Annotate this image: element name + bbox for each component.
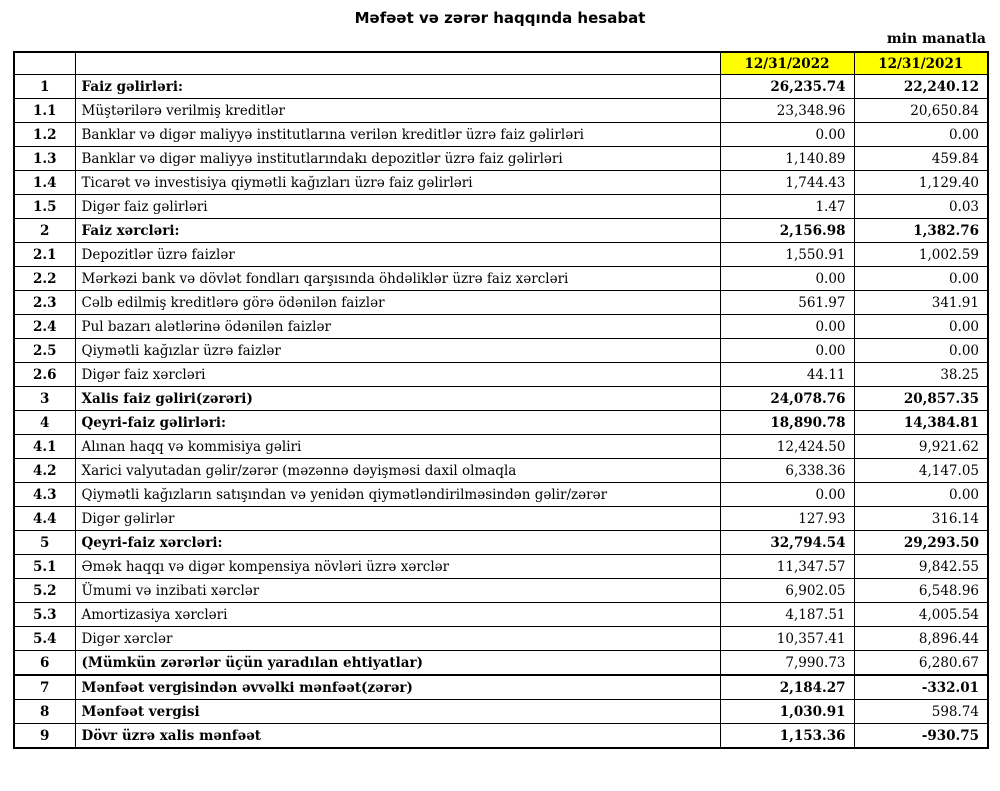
value-2021: 9,842.55 [854, 555, 988, 579]
value-2021: 316.14 [854, 507, 988, 531]
row-label: Faiz xərcləri: [75, 219, 720, 243]
row-number: 4 [14, 411, 75, 435]
value-2021: 0.03 [854, 195, 988, 219]
table-row [14, 483, 988, 507]
value-2021: 38.25 [854, 363, 988, 387]
table-row [14, 219, 988, 243]
row-label: Amortizasiya xərcləri [75, 603, 720, 627]
value-2021: -930.75 [854, 724, 988, 749]
value-2022: 2,156.98 [720, 219, 854, 243]
row-label: Alınan haqq və kommisiya gəliri [75, 435, 720, 459]
row-number: 4.3 [14, 483, 75, 507]
value-2022: 1,030.91 [720, 700, 854, 724]
row-number: 1 [14, 75, 75, 99]
row-label: Digər faiz gəlirləri [75, 195, 720, 219]
value-2022: 4,187.51 [720, 603, 854, 627]
row-number: 1.3 [14, 147, 75, 171]
row-number: 1.5 [14, 195, 75, 219]
table-body [14, 75, 988, 749]
table-row [14, 363, 988, 387]
value-2021: 0.00 [854, 315, 988, 339]
value-2021: 459.84 [854, 147, 988, 171]
value-2021: 598.74 [854, 700, 988, 724]
column-header-2022: 12/31/2022 [720, 52, 854, 75]
table-row [14, 435, 988, 459]
value-2022: 6,338.36 [720, 459, 854, 483]
pnl-table [13, 51, 989, 749]
page-title: Məfəət və zərər haqqında hesabat [354, 9, 646, 27]
row-number: 9 [14, 724, 75, 749]
value-2022: 0.00 [720, 339, 854, 363]
table-row [14, 555, 988, 579]
value-2022: 26,235.74 [720, 75, 854, 99]
value-2021: 22,240.12 [854, 75, 988, 99]
value-2021: 0.00 [854, 483, 988, 507]
row-label: Xarici valyutadan gəlir/zərər (məzənnə dəyişməsi daxil olmaqla [75, 459, 720, 483]
value-2021: 4,147.05 [854, 459, 988, 483]
table-row [14, 603, 988, 627]
value-2022: 0.00 [720, 315, 854, 339]
row-label: Qeyri-faiz xərcləri: [75, 531, 720, 555]
row-number: 5 [14, 531, 75, 555]
row-label: Qiymətli kağızların satışından və yenidən qiymətləndirilməsindən gəlir/zərər [75, 483, 720, 507]
table-row [14, 291, 988, 315]
value-2022: 10,357.41 [720, 627, 854, 651]
value-2022: 1,550.91 [720, 243, 854, 267]
value-2022: 44.11 [720, 363, 854, 387]
value-2022: 0.00 [720, 483, 854, 507]
row-number: 1.2 [14, 123, 75, 147]
value-2022: 32,794.54 [720, 531, 854, 555]
value-2022: 0.00 [720, 123, 854, 147]
value-2021: -332.01 [854, 675, 988, 700]
value-2021: 9,921.62 [854, 435, 988, 459]
row-number: 7 [14, 675, 75, 700]
row-label: Digər gəlirlər [75, 507, 720, 531]
row-number: 2 [14, 219, 75, 243]
row-number: 5.4 [14, 627, 75, 651]
value-2022: 1,744.43 [720, 171, 854, 195]
table-row [14, 123, 988, 147]
row-label: Faiz gəlirləri: [75, 75, 720, 99]
row-number: 2.4 [14, 315, 75, 339]
table-row [14, 700, 988, 724]
value-2022: 24,078.76 [720, 387, 854, 411]
row-label: Banklar və digər maliyyə institutlarına verilən kreditlər üzrə faiz gəlirləri [75, 123, 720, 147]
value-2021: 1,382.76 [854, 219, 988, 243]
row-label: Mərkəzi bank və dövlət fondları qarşısında öhdəliklər üzrə faiz xərcləri [75, 267, 720, 291]
table-row [14, 195, 988, 219]
value-2022: 561.97 [720, 291, 854, 315]
value-2021: 6,280.67 [854, 651, 988, 676]
row-number: 4.2 [14, 459, 75, 483]
row-label: Xalis faiz gəliri(zərəri) [75, 387, 720, 411]
row-label: Əmək haqqı və digər kompensiya növləri üzrə xərclər [75, 555, 720, 579]
row-number: 8 [14, 700, 75, 724]
row-number: 5.1 [14, 555, 75, 579]
table-row [14, 267, 988, 291]
value-2021: 4,005.54 [854, 603, 988, 627]
value-2021: 8,896.44 [854, 627, 988, 651]
table-row [14, 675, 988, 700]
unit-label: min manatla [886, 31, 986, 47]
table-row [14, 724, 988, 749]
row-label: Pul bazarı alətlərinə ödənilən faizlər [75, 315, 720, 339]
value-2021: 20,857.35 [854, 387, 988, 411]
value-2022: 7,990.73 [720, 651, 854, 676]
value-2022: 1,140.89 [720, 147, 854, 171]
table-row [14, 339, 988, 363]
value-2022: 127.93 [720, 507, 854, 531]
row-label: Ticarət və investisiya qiymətli kağızları üzrə faiz gəlirləri [75, 171, 720, 195]
row-label: Digər xərclər [75, 627, 720, 651]
table-row [14, 75, 988, 99]
value-2022: 2,184.27 [720, 675, 854, 700]
row-number: 4.4 [14, 507, 75, 531]
value-2022: 23,348.96 [720, 99, 854, 123]
row-number: 2.6 [14, 363, 75, 387]
table-row [14, 243, 988, 267]
value-2021: 1,129.40 [854, 171, 988, 195]
row-number: 2.3 [14, 291, 75, 315]
row-number: 2.1 [14, 243, 75, 267]
value-2022: 1.47 [720, 195, 854, 219]
value-2021: 14,384.81 [854, 411, 988, 435]
table-row [14, 99, 988, 123]
value-2022: 6,902.05 [720, 579, 854, 603]
header-row [14, 52, 988, 75]
row-label: Depozitlər üzrə faizlər [75, 243, 720, 267]
row-label: Qeyri-faiz gəlirləri: [75, 411, 720, 435]
table-row [14, 531, 988, 555]
header-empty-label [75, 52, 720, 75]
row-number: 2.2 [14, 267, 75, 291]
table-row [14, 459, 988, 483]
value-2021: 0.00 [854, 267, 988, 291]
row-label: Qiymətli kağızlar üzrə faizlər [75, 339, 720, 363]
row-label: Dövr üzrə xalis mənfəət [75, 724, 720, 749]
value-2021: 0.00 [854, 339, 988, 363]
table-row [14, 315, 988, 339]
row-label: (Mümkün zərərlər üçün yaradılan ehtiyatlar) [75, 651, 720, 676]
table-row [14, 507, 988, 531]
row-number: 1.4 [14, 171, 75, 195]
value-2022: 18,890.78 [720, 411, 854, 435]
row-number: 3 [14, 387, 75, 411]
value-2021: 29,293.50 [854, 531, 988, 555]
row-label: Banklar və digər maliyyə institutlarındakı depozitlər üzrə faiz gəlirləri [75, 147, 720, 171]
header-empty-num [14, 52, 75, 75]
value-2021: 20,650.84 [854, 99, 988, 123]
value-2021: 341.91 [854, 291, 988, 315]
row-number: 2.5 [14, 339, 75, 363]
value-2021: 0.00 [854, 123, 988, 147]
table-row [14, 579, 988, 603]
row-label: Cəlb edilmiş kreditlərə görə ödənilən faizlər [75, 291, 720, 315]
row-label: Digər faiz xərcləri [75, 363, 720, 387]
value-2022: 1,153.36 [720, 724, 854, 749]
value-2022: 12,424.50 [720, 435, 854, 459]
row-number: 4.1 [14, 435, 75, 459]
row-label: Müştərilərə verilmiş kreditlər [75, 99, 720, 123]
row-label: Ümumi və inzibati xərclər [75, 579, 720, 603]
table-row [14, 627, 988, 651]
value-2022: 11,347.57 [720, 555, 854, 579]
row-number: 1.1 [14, 99, 75, 123]
table-row [14, 171, 988, 195]
table-row [14, 147, 988, 171]
value-2021: 6,548.96 [854, 579, 988, 603]
table-row [14, 411, 988, 435]
row-label: Mənfəət vergisi [75, 700, 720, 724]
row-number: 5.3 [14, 603, 75, 627]
table-row [14, 387, 988, 411]
column-header-2021: 12/31/2021 [854, 52, 988, 75]
value-2021: 1,002.59 [854, 243, 988, 267]
table-row [14, 651, 988, 676]
row-number: 5.2 [14, 579, 75, 603]
row-label: Mənfəət vergisindən əvvəlki mənfəət(zərər) [75, 675, 720, 700]
row-number: 6 [14, 651, 75, 676]
value-2022: 0.00 [720, 267, 854, 291]
